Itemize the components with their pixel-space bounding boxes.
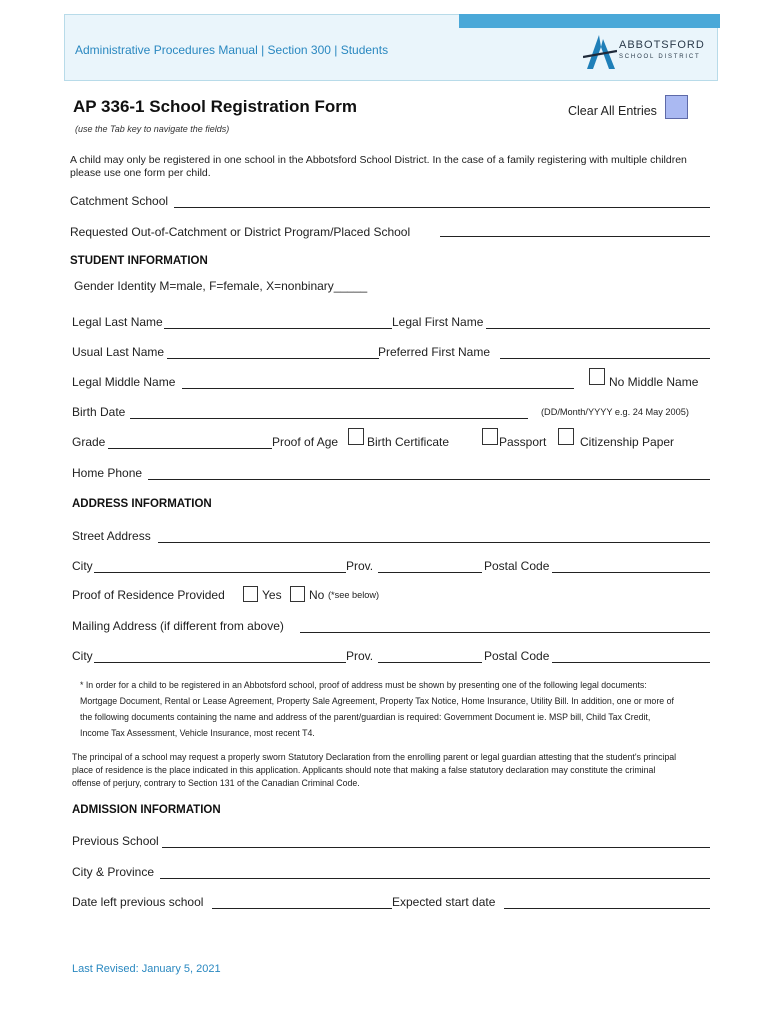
- principal-note-line-1: The principal of a school may request a properly sworn Statutory Declaration from the enrolling parent or legal guardian attesting that the student's principal: [72, 752, 677, 762]
- residence-yes-checkbox[interactable]: [243, 586, 258, 602]
- legal-first-name-field[interactable]: [486, 315, 710, 329]
- usual-last-name-field[interactable]: [167, 345, 379, 359]
- preferred-first-name-field[interactable]: [500, 345, 710, 359]
- page-header: [64, 14, 718, 81]
- tab-hint: (use the Tab key to navigate the fields): [75, 124, 230, 134]
- birth-date-format-hint: (DD/Month/YYYY e.g. 24 May 2005): [541, 407, 689, 417]
- street-address-field[interactable]: [158, 529, 710, 543]
- header-accent-strip: [459, 14, 720, 28]
- clear-all-button[interactable]: [665, 95, 688, 119]
- clear-all-label: Clear All Entries: [568, 104, 657, 118]
- province-field[interactable]: [378, 559, 482, 573]
- principal-note-line-3: offense of perjury, contrary to Section 131 of the Canadian Criminal Code.: [72, 778, 360, 788]
- passport-checkbox[interactable]: [482, 428, 498, 445]
- form-title: AP 336-1 School Registration Form: [73, 97, 358, 116]
- expected-start-label: Expected start date: [392, 895, 496, 909]
- catchment-field[interactable]: [174, 194, 710, 208]
- home-phone-field[interactable]: [148, 466, 710, 480]
- mailing-address-field[interactable]: [300, 619, 710, 633]
- logo-name: ABBOTSFORD: [619, 39, 705, 51]
- see-below-hint: (*see below): [328, 590, 380, 600]
- postal-code-field[interactable]: [552, 559, 710, 573]
- citizenship-paper-label: Citizenship Paper: [580, 435, 675, 449]
- mailing-address-label: Mailing Address (if different from above): [72, 619, 284, 633]
- no-middle-name-checkbox[interactable]: [589, 368, 605, 385]
- province-label: Prov.: [346, 559, 374, 573]
- legal-first-name-label: Legal First Name: [392, 315, 484, 329]
- residence-note-line-3: the following documents containing the name and address of the parent/guardian is required: Government Document ie. MSP bill, Child Tax Credit,: [80, 712, 651, 722]
- grade-field[interactable]: [108, 435, 272, 449]
- intro-text: A child may only be registered in one school in the Abbotsford School District. In the case of a family registering with multiple children please use one form per child.: [70, 154, 687, 179]
- birth-certificate-checkbox[interactable]: [348, 428, 364, 445]
- proof-of-residence-label: Proof of Residence Provided: [72, 588, 225, 602]
- mailing-postal-code-label: Postal Code: [484, 649, 550, 663]
- residence-no-label: No: [309, 588, 325, 602]
- district-logo: [583, 33, 708, 73]
- student-section-heading: STUDENT INFORMATION: [70, 255, 208, 267]
- mailing-postal-code-field[interactable]: [552, 649, 710, 663]
- legal-middle-name-field[interactable]: [182, 375, 574, 389]
- last-revised-footer: Last Revised: January 5, 2021: [72, 963, 221, 975]
- city-province-label: City & Province: [72, 865, 155, 879]
- previous-school-field[interactable]: [162, 834, 710, 848]
- catchment-label: Catchment School: [70, 194, 169, 208]
- previous-school-label: Previous School: [72, 834, 159, 848]
- mailing-province-field[interactable]: [378, 649, 482, 663]
- residence-note-line-2: Mortgage Document, Rental or Lease Agreement, Property Sale Agreement, Property Tax Notice, Home Insurance, Utility Bill. In addition, one or more of: [80, 696, 674, 706]
- street-address-label: Street Address: [72, 529, 151, 543]
- date-left-field[interactable]: [212, 895, 392, 909]
- legal-last-name-label: Legal Last Name: [72, 315, 163, 329]
- postal-code-label: Postal Code: [484, 559, 550, 573]
- gender-label: Gender Identity M=male, F=female, X=nonbinary_____: [74, 279, 368, 293]
- header-breadcrumb: Administrative Procedures Manual | Section 300 | Students: [75, 43, 389, 57]
- birth-certificate-label: Birth Certificate: [367, 435, 450, 449]
- residence-note-line-4: Income Tax Assessment, Vehicle Insurance, most recent T4.: [80, 728, 315, 738]
- preferred-first-name-label: Preferred First Name: [378, 345, 491, 359]
- birth-date-label: Birth Date: [72, 405, 126, 419]
- admission-section-heading: ADMISSION INFORMATION: [72, 804, 221, 816]
- mailing-province-label: Prov.: [346, 649, 374, 663]
- city-field[interactable]: [94, 559, 346, 573]
- city-province-field[interactable]: [160, 865, 710, 879]
- home-phone-label: Home Phone: [72, 466, 143, 480]
- birth-date-field[interactable]: [130, 405, 528, 419]
- passport-label: Passport: [499, 435, 547, 449]
- no-middle-name-label: No Middle Name: [609, 375, 699, 389]
- proof-of-age-label: Proof of Age: [272, 435, 339, 449]
- logo-mark-icon: [583, 33, 617, 73]
- legal-last-name-field[interactable]: [164, 315, 392, 329]
- citizenship-paper-checkbox[interactable]: [558, 428, 574, 445]
- residence-no-checkbox[interactable]: [290, 586, 305, 602]
- mailing-city-label: City: [72, 649, 93, 663]
- mailing-city-field[interactable]: [94, 649, 346, 663]
- usual-last-name-label: Usual Last Name: [72, 345, 165, 359]
- requested-school-field[interactable]: [440, 223, 710, 237]
- residence-note-line-1: * In order for a child to be registered in an Abbotsford school, proof of address must be shown by presenting one of the following legal documents:: [80, 680, 647, 690]
- logo-subtitle: SCHOOL DISTRICT: [619, 54, 701, 60]
- residence-yes-label: Yes: [262, 588, 282, 602]
- address-section-heading: ADDRESS INFORMATION: [72, 498, 212, 510]
- principal-note-line-2: place of residence is the place indicated in this application. Applicants should note that making a false statutory declaration may constitute the criminal: [72, 765, 656, 775]
- city-label: City: [72, 559, 93, 573]
- legal-middle-name-label: Legal Middle Name: [72, 375, 176, 389]
- date-left-label: Date left previous school: [72, 895, 204, 909]
- grade-label: Grade: [72, 435, 106, 449]
- expected-start-field[interactable]: [504, 895, 710, 909]
- requested-school-label: Requested Out-of-Catchment or District Program/Placed School: [70, 225, 411, 239]
